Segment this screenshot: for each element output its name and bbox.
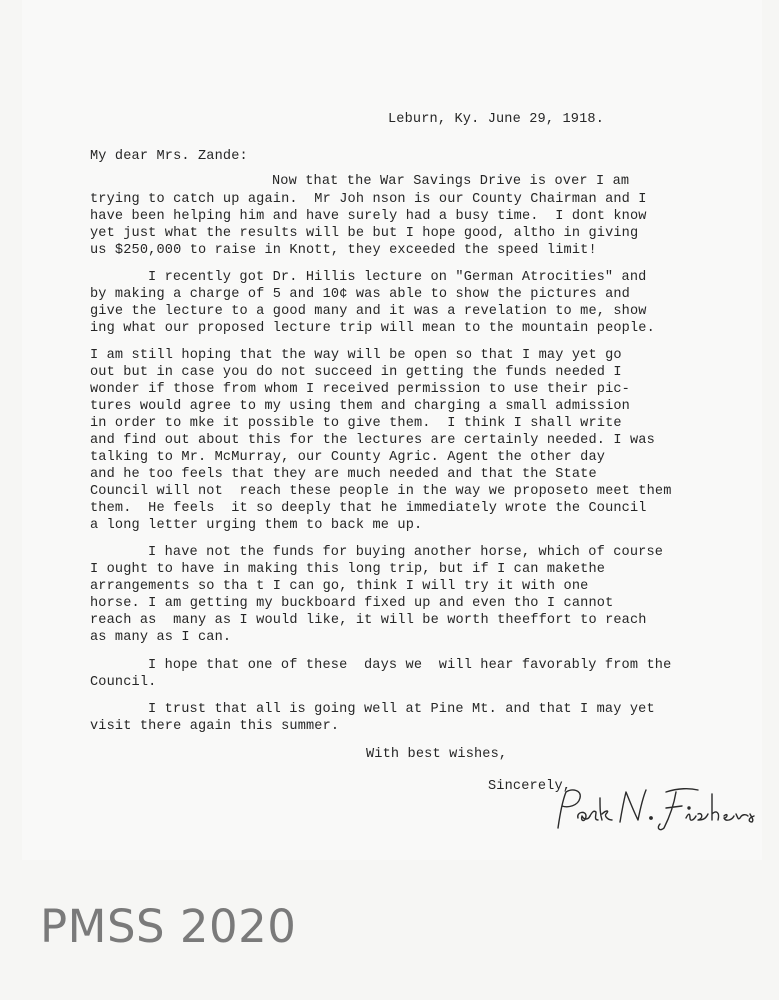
letter-line: and find out about this for the lectures are certainly needed. I was: [90, 433, 655, 448]
letter-line: them. He feels it so deeply that he immediately wrote the Council: [90, 501, 647, 516]
letter-line: out but in case you do not succeed in getting the funds needed I: [90, 365, 622, 380]
letter-salutation: My dear Mrs. Zande:: [90, 149, 248, 164]
letter-line: Now that the War Savings Drive is over I am: [272, 174, 630, 189]
letter-line: visit there again this summer.: [90, 719, 340, 734]
letter-line: I ought to have in making this long trip, but if I can makethe: [90, 562, 606, 577]
letter-dateline: Leburn, Ky. June 29, 1918.: [388, 112, 604, 127]
letter-line: reach as many as I would like, it will be worth theeffort to reach: [90, 613, 647, 628]
letter-line: by making a charge of 5 and 10¢ was able to show the pictures and: [90, 287, 630, 302]
letter-line: wonder if those from whom I received permission to use their pic-: [90, 382, 630, 397]
letter-line: Council will not reach these people in the way we proposeto meet them: [90, 484, 672, 499]
letter-line: talking to Mr. McMurray, our County Agric. Agent the other day: [90, 450, 606, 465]
letter-line: yet just what the results will be but I hope good, altho in giving: [90, 226, 639, 241]
letter-line: have been helping him and have surely had a busy time. I dont know: [90, 209, 647, 224]
archive-watermark: PMSS 2020: [40, 900, 297, 953]
letter-line: and he too feels that they are much needed and that the State: [90, 467, 597, 482]
letter-line: I am still hoping that the way will be open so that I may yet go: [90, 348, 622, 363]
letter-line: trying to catch up again. Mr Joh nson is our County Chairman and I: [90, 192, 647, 207]
letter-line: arrangements so tha t I can go, think I will try it with one: [90, 579, 589, 594]
letter-line: I trust that all is going well at Pine Mt. and that I may yet: [148, 702, 655, 717]
letter-line: us $250,000 to raise in Knott, they exceeded the speed limit!: [90, 243, 597, 258]
letter-line: Council.: [90, 675, 157, 690]
letter-line: horse. I am getting my buckboard fixed up and even tho I cannot: [90, 596, 614, 611]
letter-line: as many as I can.: [90, 630, 232, 645]
closing-sincerely: Sincerely,: [488, 779, 572, 794]
letter-line: ing what our proposed lecture trip will mean to the mountain people.: [90, 321, 655, 336]
letter-line: I hope that one of these days we will hear favorably from the: [148, 658, 672, 673]
letter-line: a long letter urging them to back me up.: [90, 518, 423, 533]
closing-wishes: With best wishes,: [366, 747, 508, 762]
letter-line: give the lecture to a good many and it was a revelation to me, show: [90, 304, 647, 319]
letter-line: tures would agree to my using them and charging a small admission: [90, 399, 630, 414]
letter-line: I recently got Dr. Hillis lecture on "German Atrocities" and: [148, 270, 647, 285]
letter-line: I have not the funds for buying another horse, which of course: [148, 545, 664, 560]
handwritten-signature: [548, 784, 763, 836]
letter-line: in order to mke it possible to give them. I think I shall write: [90, 416, 622, 431]
